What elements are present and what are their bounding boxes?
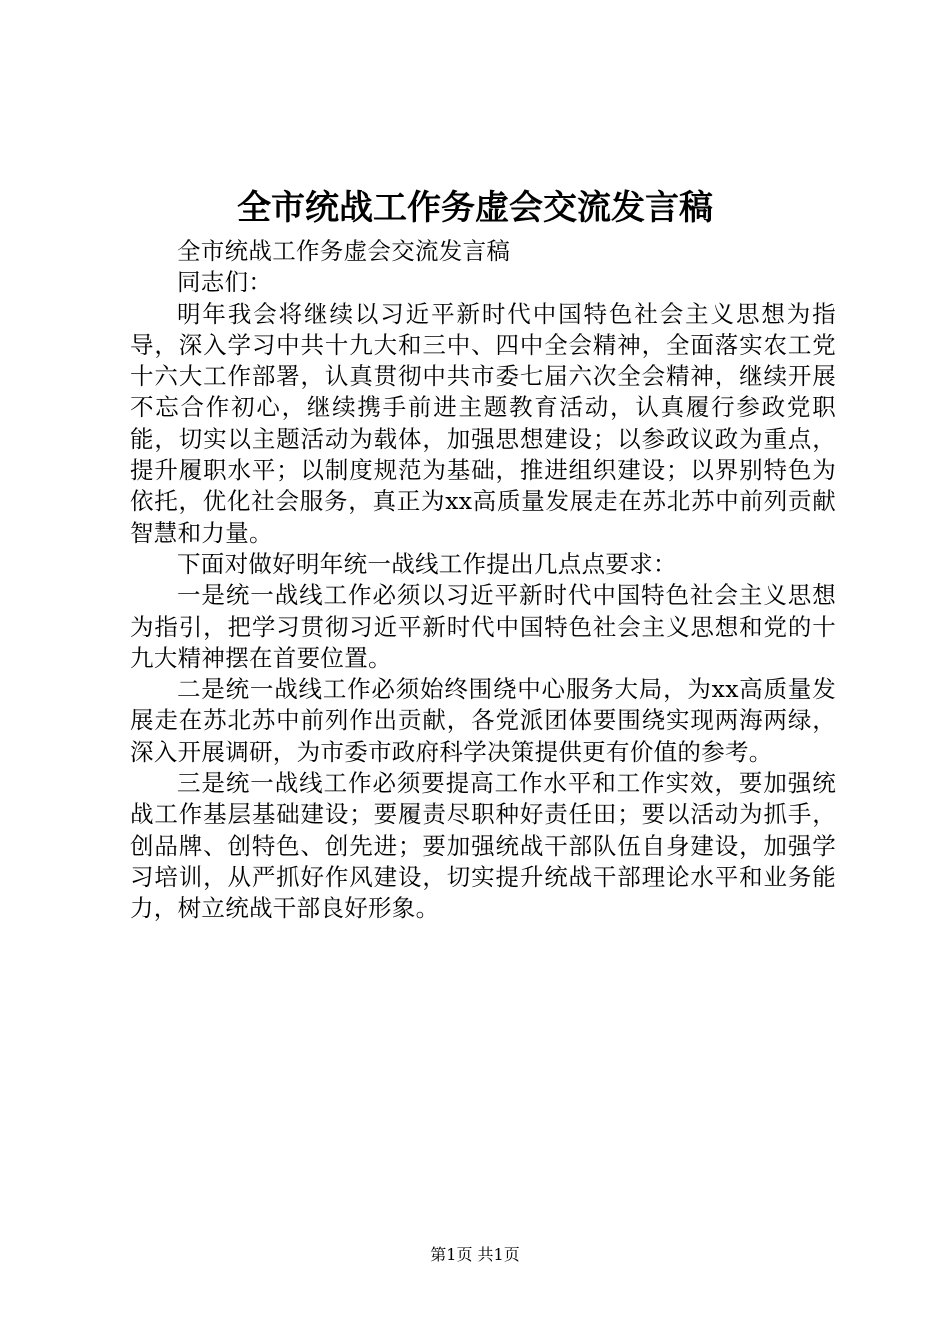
paragraph-intro: 明年我会将继续以习近平新时代中国特色社会主义思想为指导，深入学习中共十九大和三中、四中全会精神，全面落实农工党十六大工作部署，认真贯彻中共市委七届六次全会精神，继续开展不忘合作初心，继续携手前进主题教育活动，认真履行参政党职能，切实以主题活动为载体，加强思想建设；以参政议政为重点，提升履职水平；以制度规范为基础，推进组织建设；以界别特色为依托，优化社会服务，真正为xx高质量发展走在苏北苏中前列贡献智慧和力量。 — [130, 299, 836, 547]
page-footer: 第1页 共1页 — [430, 1245, 520, 1264]
paragraph-salutation: 同志们： — [177, 268, 273, 297]
paragraph-requirements-lead: 下面对做好明年统一战线工作提出几点点要求： — [177, 549, 677, 578]
paragraph-point-one: 一是统一战线工作必须以习近平新时代中国特色社会主义思想为指引，把学习贯彻习近平新时代中国特色社会主义思想和党的十九大精神摆在首要位置。 — [130, 581, 836, 672]
document-body — [130, 236, 836, 925]
paragraph-point-three: 三是统一战线工作必须要提高工作水平和工作实效，要加强统战工作基层基础建设；要履责尽职种好责任田；要以活动为抓手，创品牌、创特色、创先进；要加强统战干部队伍自身建设，加强学习培训，从严抓好作风建设，切实提升统战干部理论水平和业务能力，树立统战干部良好形象。 — [130, 769, 836, 923]
paragraph-point-two: 二是统一战线工作必须始终围绕中心服务大局，为xx高质量发展走在苏北苏中前列作出贡献，各党派团体要围绕实现两海两绿，深入开展调研，为市委市政府科学决策提供更有价值的参考。 — [130, 675, 836, 766]
document-title: 全市统战工作务虚会交流发言稿 — [237, 188, 713, 228]
paragraph-subtitle: 全市统战工作务虚会交流发言稿 — [177, 237, 511, 265]
